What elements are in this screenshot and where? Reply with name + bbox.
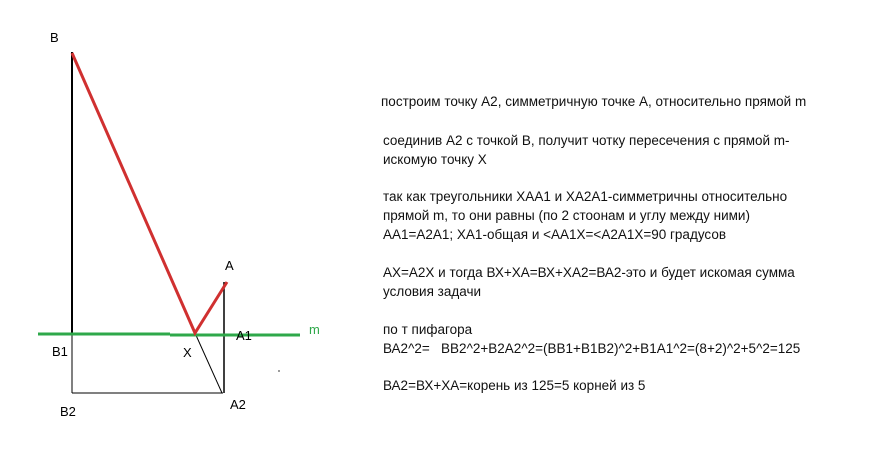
paragraph-find-x (383, 131, 790, 169)
paragraph-pythagoras (383, 320, 800, 358)
text-line: ВА2^2= ВВ2^2+В2А2^2=(ВВ1+В1В2)^2+В1А1^2=(8+2)^2+5^2=125 (383, 341, 801, 356)
text-line: построим точку А2, симметричную точке А, относительно прямой m (381, 94, 807, 109)
label-A2: A2 (230, 397, 246, 412)
label-m: m (309, 322, 320, 337)
label-B1: B1 (52, 344, 68, 359)
label-B: B (50, 30, 59, 45)
paragraph-result (383, 376, 645, 395)
paragraph-triangles-equal (383, 187, 787, 244)
text-line: так как треугольники ХАА1 и ХА2А1-симметричны относительно (383, 189, 788, 204)
text-line: условия задачи (383, 284, 482, 299)
label-X: X (183, 345, 192, 360)
label-A1: A1 (236, 328, 252, 343)
label-B2: B2 (60, 404, 76, 419)
text-line: АХ=А2Х и тогда ВХ+ХА=ВХ+ХА2=ВА2-это и будет искомая сумма (383, 265, 795, 280)
text-line: искомую точку Х (383, 152, 487, 167)
paragraph-sum (383, 263, 795, 301)
text-line: по т пифагора (383, 322, 473, 337)
geometry-figure (0, 0, 360, 465)
path-BXA (72, 53, 227, 333)
text-line: прямой m, то они равны (по 2 стоонам и углу между ними) (383, 208, 750, 223)
label-A: A (225, 258, 234, 273)
paragraph-construct-a2 (381, 92, 806, 111)
text-line: АА1=А2А1; ХА1-общая и <АА1Х=<А2А1Х=90 градусов (383, 227, 726, 242)
text-line: ВА2=ВХ+ХА=корень из 125=5 корней из 5 (383, 378, 646, 393)
segment-XA2 (195, 333, 222, 393)
text-line: соединив А2 с точкой В, получит чотку пересечения с прямой m- (383, 133, 790, 148)
stray-dot (278, 370, 280, 372)
